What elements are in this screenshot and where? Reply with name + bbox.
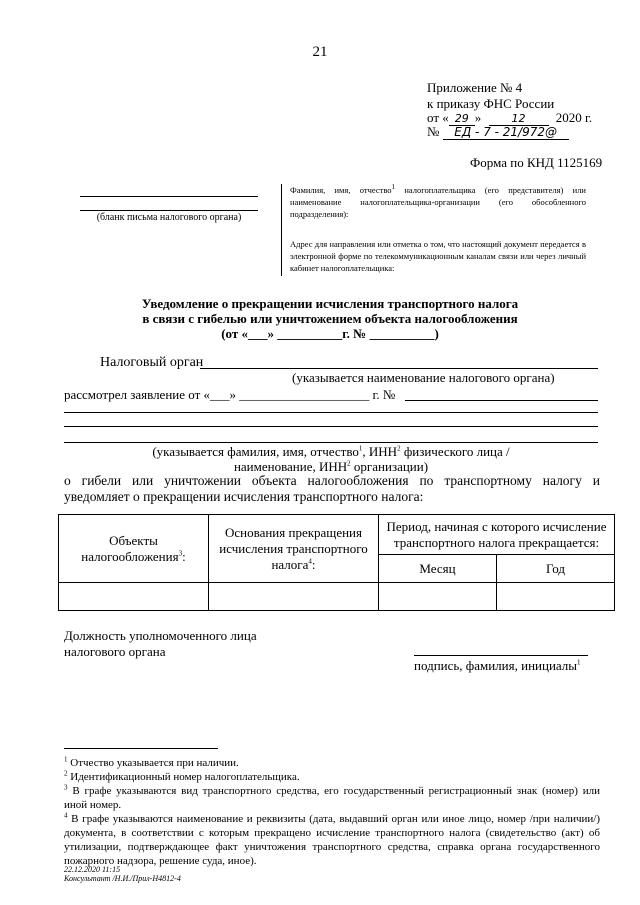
print-stamp [64,865,181,883]
title-line2: в связи с гибелью или уничтожением объекта налогообложения [142,311,518,326]
footnotes [64,756,600,868]
fn2-text: Идентификационный номер налогоплательщика. [70,771,300,783]
fn2-num: 2 [64,769,68,778]
table-row [59,583,615,611]
taxpayer-text-b: налогоплательщика (его представителя) или наименование налогоплательщика-организации (его обособленного подразделения): [290,185,586,219]
header-month: Месяц [379,555,497,583]
cell-year[interactable] [497,583,615,611]
hint2-c: физического лица / [400,444,510,459]
cell-grounds[interactable] [209,583,379,611]
hint3-b: организации) [350,459,429,474]
address-text: Адрес для направления или отметка о том, что настоящий документ передается в электронной форме по телекоммуникационным каналам связи или через личный кабинет налогоплательщика: [290,239,586,273]
attachment-line2: к приказу ФНС России [427,96,555,111]
taxpayer-hint-line1 [64,444,598,459]
blank-line-2 [64,426,598,427]
signature-line [414,655,588,656]
tax-authority-line [200,368,598,369]
hint3-a: наименование, ИНН [233,459,348,474]
objects-table [58,514,615,611]
hint2-sup2: 2 [397,444,401,453]
blank-line-3 [64,442,598,443]
col2-text: Основания прекращения исчисления транспортного налога [219,524,368,572]
document-title [60,296,600,341]
stamp-line2: Консультант /Н.И./Прил-Н4812-4 [64,874,181,883]
date-prefix: от « [427,110,449,125]
position-line1: Должность уполномоченного лица [64,628,257,643]
footnote-2 [64,770,600,784]
header-year: Год [497,555,615,583]
taxpayer-info-text [290,184,586,220]
tax-authority-hint: (указывается наименование налогового органа) [292,370,555,385]
hint2-a: (указывается фамилия, имя, отчество [152,444,359,459]
date-mid: » [474,110,482,125]
fn4-text: В графе указываются наименование и реквизиты (дата, выдавший орган или иное лицо, номер /при наличии/) документа, в соответствии с которым прекращено исчисление транспортного налога (свидетельство (акт) об утилизации, подтверждающее факт уничтожения транспортного средства, справка органа государственного пожарного надзора, решение суда, иное). [64,813,600,867]
page-number: 21 [312,44,328,60]
taxpayer-text-a: Фамилия, имя, отчество [290,185,392,195]
date-year: 2020 г. [555,110,593,125]
fn1-text: Отчество указывается при наличии. [70,757,239,769]
letterhead-line-1 [80,196,258,197]
footnote-1 [64,756,600,770]
fn3-text: В графе указываются вид транспортного средства, его государственный регистрационный знак (номер) или иной номер. [64,785,600,811]
vertical-divider [281,184,282,276]
title-line1: Уведомление о прекращении исчисления транспортного налога [141,296,519,311]
cell-objects[interactable] [59,583,209,611]
col1-text: Объекты налогообложения [81,532,179,564]
attachment-number [427,124,569,140]
signature-caption-sup: 1 [577,658,581,667]
taxpayer-hint [64,444,598,474]
col2-sup: 4 [308,557,312,566]
letterhead-line-2 [80,210,258,211]
taxpayer-hint-line2 [64,459,598,474]
fn3-num: 3 [64,783,68,792]
signature-caption [414,658,581,674]
hint2-b: , ИНН [362,444,398,459]
notice-paragraph: о гибели или уничтожении объекта налогообложения по транспортному налогу и уведомляет о прекращении исчисления транспортного налога: [64,473,600,504]
header-grounds [209,515,379,583]
stamp-line1: 22.12.2020 11:15 [64,865,121,874]
blank-line-1 [64,412,598,413]
col1-sup: 3 [178,549,183,558]
attachment-line1: Приложение № 4 [427,80,523,95]
signatory-position [64,628,257,660]
cell-month[interactable] [379,583,497,611]
date-month: 12 [489,112,549,126]
signature-caption-text: подпись, фамилия, инициалы [414,658,578,673]
footnote-separator [64,748,218,749]
position-line2: налогового органа [64,644,166,659]
taxpayer-sup: 1 [391,183,396,192]
fn4-num: 4 [64,811,68,820]
number-value: ЕД - 7 - 21/972@ [443,125,569,140]
form-code: Форма по КНД 1125169 [470,155,603,170]
number-prefix: № [427,124,440,139]
tax-authority-label: Налоговый орган [100,355,204,370]
hint3-sup: 2 [347,459,351,468]
col1-colon: : [182,548,186,564]
footnote-4 [64,812,600,868]
header-period: Период, начиная с которого исчисление транспортного налога прекращается: [379,515,615,555]
attachment-block [427,80,554,112]
date-day: 29 [449,112,475,126]
reviewed-number-line [405,400,598,401]
fn1-num: 1 [64,755,68,764]
col2-colon: : [311,556,316,572]
header-objects [59,515,209,583]
reviewed-label: рассмотрел заявление от «___» ____________________ г. № [64,387,396,402]
letterhead-caption: (бланк письма налогового органа) [96,212,242,223]
title-line3: (от «___» __________г. № __________) [221,326,439,341]
hint2-sup1: 1 [358,444,363,453]
footnote-3 [64,784,600,812]
